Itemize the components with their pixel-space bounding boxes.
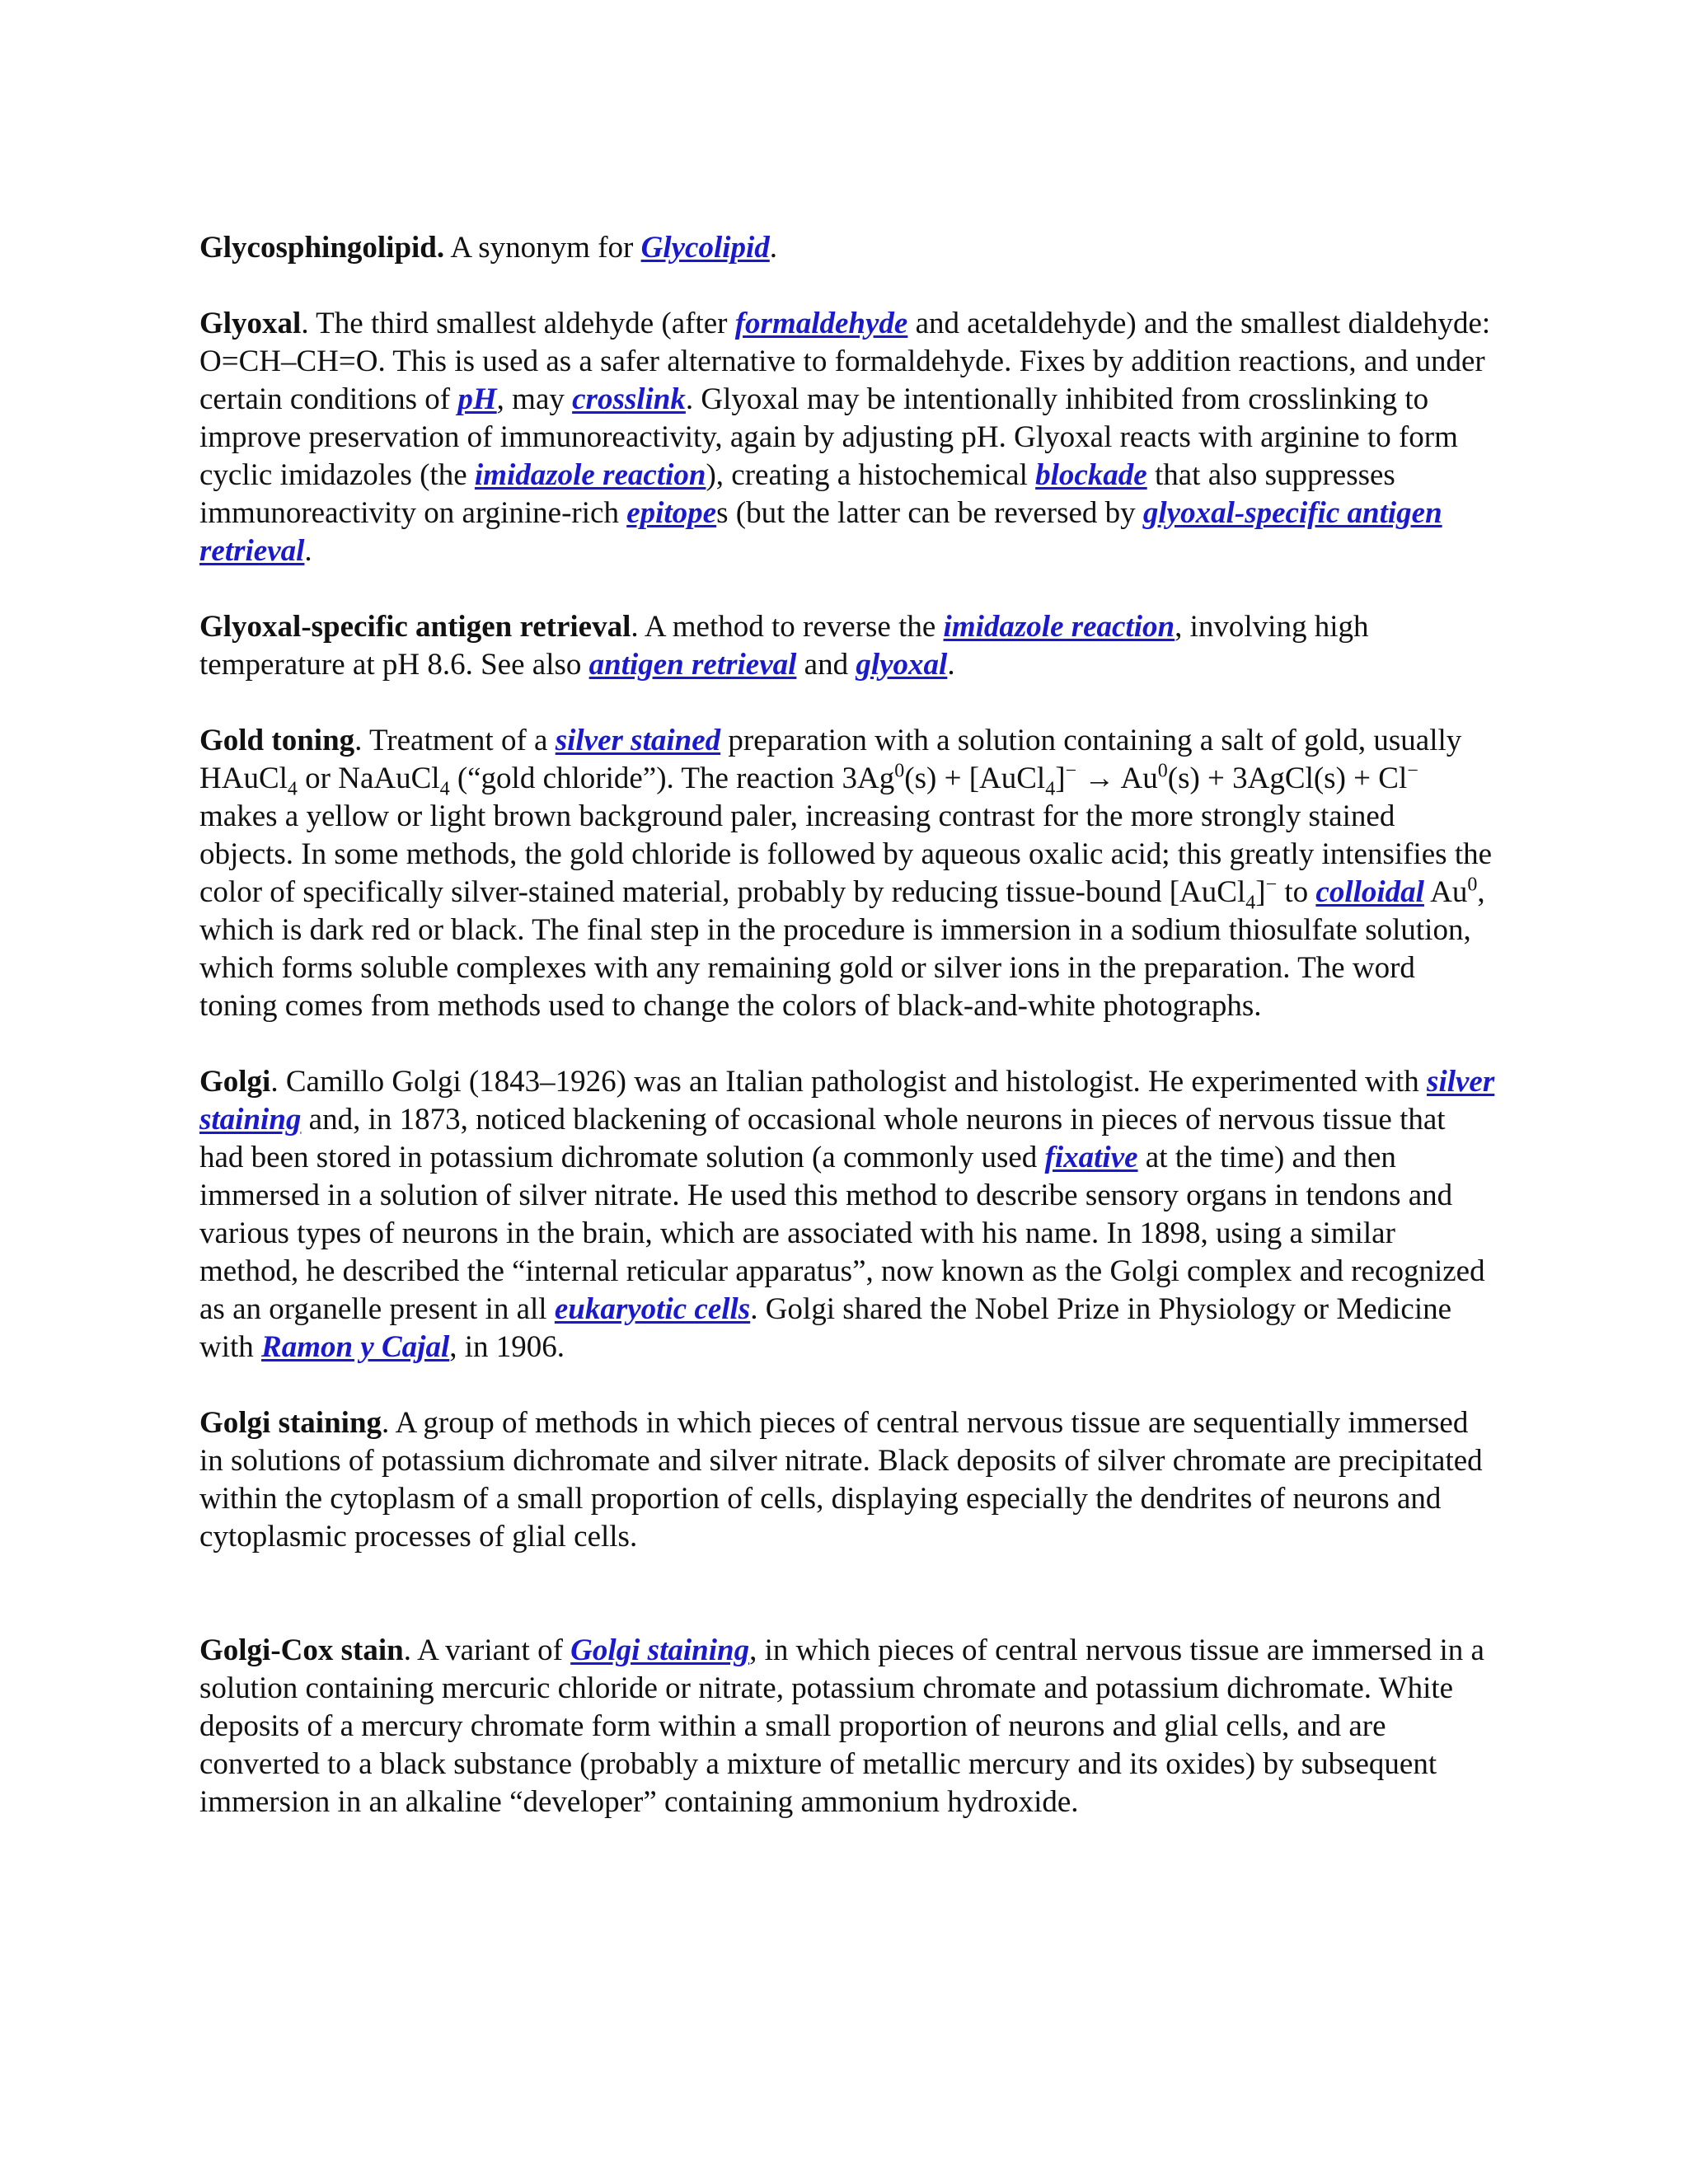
entry-text: Au [1423,875,1468,909]
entry-term: Golgi-Cox stain [199,1633,404,1667]
link-imidazole-reaction[interactable]: imidazole reaction [943,610,1175,644]
entry-text: , in which pieces of central nervous tissue are immersed in a solution containing mercuric chloride or nitrate, potassium chromate and potassium dichromate. White deposits of a mercury chromate form within a small proportion of neurons and glial cells, and are converted to a black substance (probably a mixture of metallic mercury and its oxides) by subsequent immersion in an alkaline “developer” containing ammonium hydroxide. [199,1633,1484,1819]
entry-text: ] [1055,762,1066,795]
link-ph[interactable]: pH [457,382,497,416]
entry-text: . [947,648,955,682]
entry-golgi-cox-stain [199,1632,1495,1821]
entry-term: Glycosphingolipid [199,231,437,265]
entry-text: at the time) and then immersed in a solution of silver nitrate. He used this method to describe sensory organs in tendons and various types of neurons in the brain, which are associated with his name. In 1898, using a similar method, he described the “internal reticular apparatus”, now known as the Golgi complex and recognized as an organelle present in all [199,1141,1485,1326]
entry-text: and acetaldehyde) and the smallest dialdehyde: O=CH–CH=O. This is used as a safer alternative to formaldehyde. Fixes by addition reactions, and under certain conditions of [199,307,1491,416]
entry-text: preparation with a solution containing a salt of gold, usually HAuCl [199,724,1462,795]
link-glyoxal[interactable]: glyoxal [856,648,948,682]
entry-text: , in 1906. [449,1330,565,1364]
entry-term: Glyoxal-specific antigen retrieval [199,610,631,644]
entry-text: makes a yellow or light brown background paler, increasing contrast for the more strongly stained objects. In some methods, the gold chloride is followed by aqueous oxalic acid; this greatly intensifies the color of specifically silver-stained material, probably by reducing tissue-bound [AuCl [199,799,1493,909]
glossary-content [199,229,1495,1821]
entry-text: . A variant of [403,1633,571,1667]
superscript: − [1407,760,1418,782]
link-golgi-staining[interactable]: Golgi staining [570,1633,750,1667]
entry-golgi [199,1063,1495,1366]
subscript: 4 [1245,892,1256,914]
entry-text: . Golgi shared the Nobel Prize in Physiology or Medicine with [199,1292,1452,1364]
entry-text: . A method to reverse the [631,610,944,644]
link-antigen-retrieval[interactable]: antigen retrieval [588,648,797,682]
entry-glycosphingolipid: Glycosphingolipid. A synonym for Glycolipid. [199,231,778,265]
entry-text: s (but the latter can be reversed by [716,496,1143,530]
entry-text: A synonym for [444,231,641,265]
entry-text: . The third smallest aldehyde (after [301,307,735,340]
entry-text: (“gold chloride”). The reaction 3Ag [449,762,895,795]
entry-text: . [304,534,312,568]
entry-text: that also suppresses immunoreactivity on arginine-rich [199,458,1395,530]
entry-text: ] [1255,875,1266,909]
entry-text: (s) + [AuCl [904,762,1046,795]
subscript: 4 [1045,778,1056,800]
entry-text: and, in 1873, noticed blackening of occasional whole neurons in pieces of nervous tissue that had been stored in potassium dichromate solution (a commonly used [199,1103,1446,1174]
entry-text: or NaAuCl [297,762,440,795]
superscript: 0 [1157,760,1168,782]
entry-text: ), creating a histochemical [706,458,1036,492]
link-silver-stained[interactable]: silver stained [555,724,721,757]
link-fixative[interactable]: fixative [1044,1141,1138,1174]
link-eukaryotic-cells[interactable]: eukaryotic cells [554,1292,751,1326]
link-silver-staining[interactable]: silver staining [199,1065,1495,1137]
entry-text: . Treatment of a [354,724,556,757]
entry-text: . Glyoxal may be intentionally inhibited from crosslinking to improve preservation of immunoreactivity, again by adjusting pH. Glyoxal reacts with arginine to form cyclic imidazoles (the [199,382,1458,492]
link-glycolipid[interactable]: Glycolipid [640,231,770,265]
link-glyoxal-specific-antigen-retrieval[interactable]: glyoxal-specific antigen retrieval [199,496,1442,568]
entry-text: , involving high temperature at pH 8.6. See also [199,610,1369,682]
entry-gold-toning [199,722,1495,1025]
superscript: − [1065,760,1077,782]
link-epitope[interactable]: epitope [626,496,717,530]
entry-text: and [796,648,856,682]
link-imidazole-reaction[interactable]: imidazole reaction [474,458,706,492]
entry-glyoxal [199,305,1495,570]
superscript: 0 [1467,874,1478,896]
entry-term: Golgi [199,1065,271,1099]
subscript: 4 [287,778,298,800]
entry-glyoxal-specific-antigen-retrieval [199,608,1495,684]
entry-term: Golgi staining [199,1406,382,1440]
entry-golgi-staining [199,1404,1495,1556]
link-formaldehyde[interactable]: formaldehyde [734,307,908,340]
link-colloidal[interactable]: colloidal [1315,875,1424,909]
superscript: − [1265,874,1278,896]
entry-text: , which is dark red or black. The final step in the procedure is immersion in a sodium thiosulfate solution, which forms soluble complexes with any remaining gold or silver ions in the preparation. The word toning comes from methods used to change the colors of black-and-white photographs. [199,875,1485,1023]
entry-text: . A group of methods in which pieces of central nervous tissue are sequentially immersed in solutions of potassium dichromate and silver nitrate. Black deposits of silver chromate are precipitated within the cytoplasm of a small proportion of cells, displaying especially the dendrites of neurons and cytoplasmic processes of glial cells. [199,1406,1483,1554]
entry-term: Gold toning [199,724,355,757]
subscript: 4 [439,778,450,800]
entry-text: (s) + 3AgCl(s) + Cl [1167,762,1408,795]
superscript: 0 [894,760,905,782]
entry-text: , may [496,382,573,416]
link-blockade[interactable]: blockade [1035,458,1147,492]
link-ramon-y-cajal[interactable]: Ramon y Cajal [261,1330,450,1364]
entry-term: Glyoxal [199,307,302,340]
entry-text: → Au [1076,762,1158,795]
entry-text: . [769,231,778,265]
entry-text: . Camillo Golgi (1843–1926) was an Italian pathologist and histologist. He experimented with [270,1065,1428,1099]
entry-text: to [1277,875,1316,909]
link-crosslink[interactable]: crosslink [572,382,686,416]
